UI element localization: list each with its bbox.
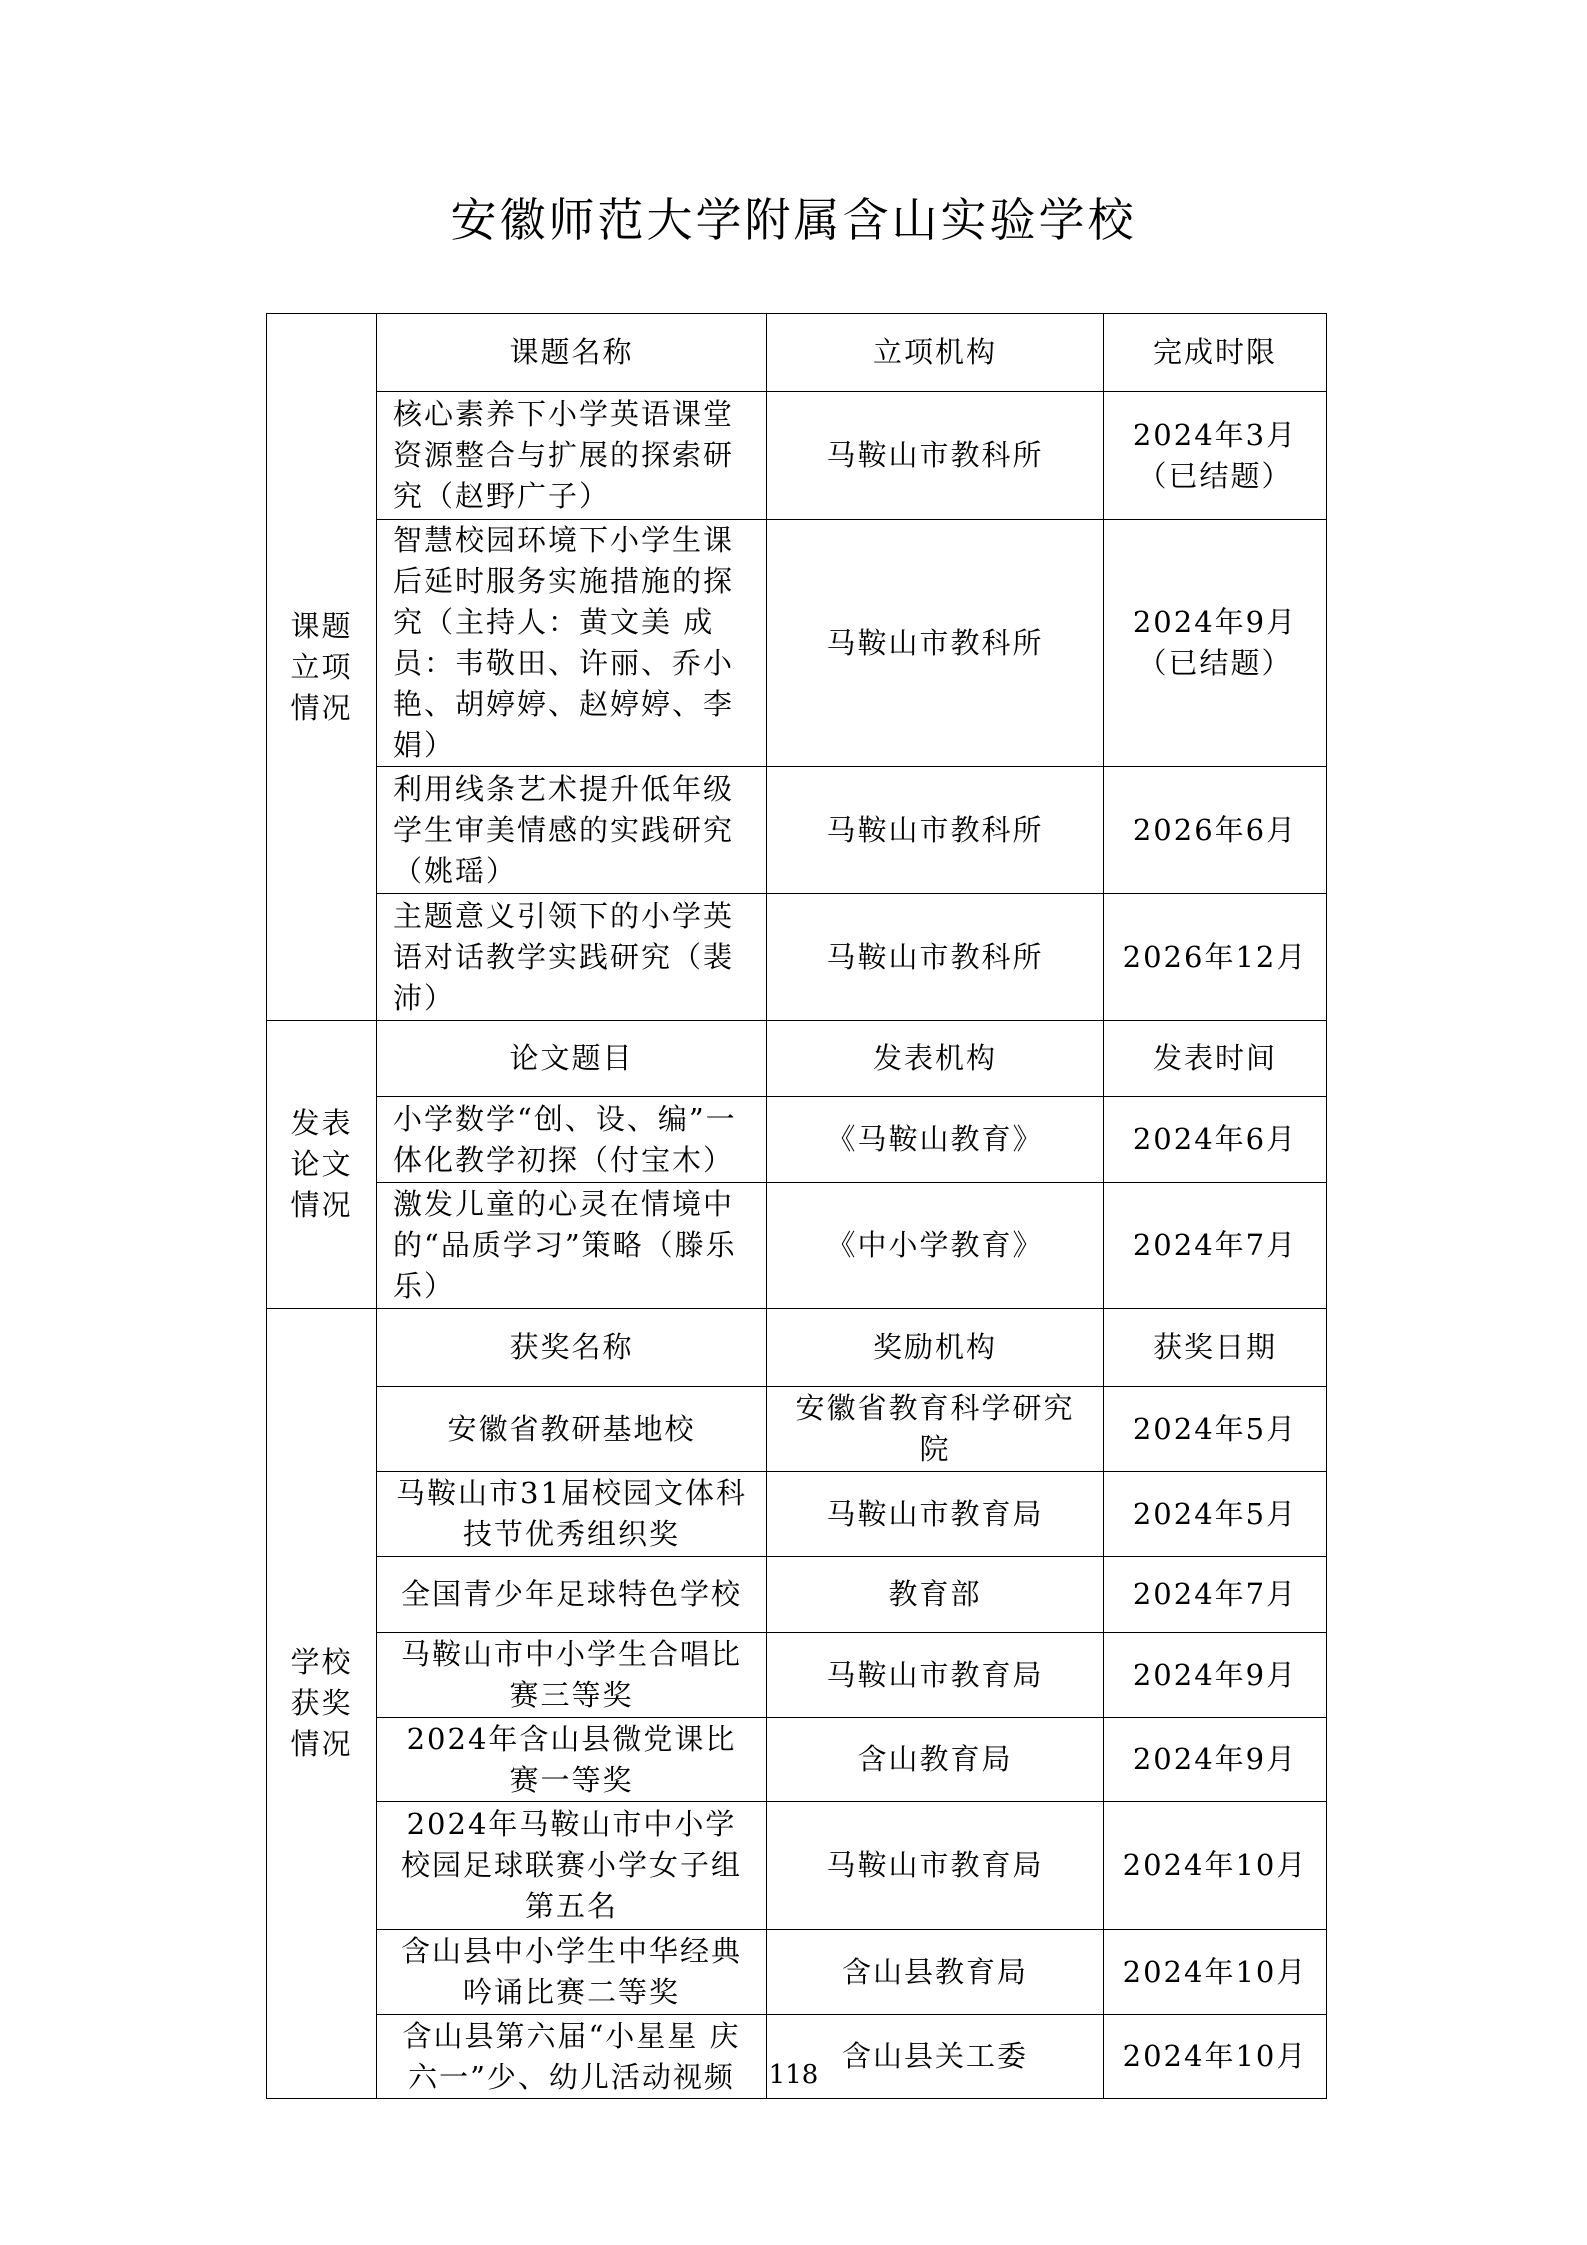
paper-time: 2024年7月: [1104, 1183, 1327, 1309]
award-name: 含山县第六届“小星星 庆六一”少、幼儿活动视频: [377, 2015, 767, 2099]
page-number: 118: [768, 2060, 819, 2090]
award-name: 2024年含山县微党课比赛一等奖: [377, 1718, 767, 1802]
project-time: 2026年12月: [1104, 894, 1327, 1021]
award-name: 马鞍山市31届校园文体科技节优秀组织奖: [377, 1472, 767, 1557]
project-time: 2024年3月（已结题）: [1104, 392, 1327, 520]
table-row: [267, 1802, 1327, 1930]
table-row: [267, 520, 1327, 767]
award-org: 马鞍山市教育局: [767, 1633, 1104, 1718]
award-name: 2024年马鞍山市中小学校园足球联赛小学女子组第五名: [377, 1802, 767, 1930]
column-header: 立项机构: [767, 314, 1104, 392]
table-header-row: [267, 1309, 1327, 1387]
column-header: 论文题目: [377, 1021, 767, 1097]
award-name: 安徽省教研基地校: [377, 1387, 767, 1472]
award-name: 马鞍山市中小学生合唱比赛三等奖: [377, 1633, 767, 1718]
paper-org: 《中小学教育》: [767, 1183, 1104, 1309]
award-time: 2024年10月: [1104, 1802, 1327, 1930]
project-org: 马鞍山市教科所: [767, 894, 1104, 1021]
table-row: [267, 894, 1327, 1021]
table-row: [267, 1930, 1327, 2015]
table-row: [267, 1633, 1327, 1718]
category-cell: 学校获奖情况: [267, 1309, 377, 2099]
project-name: 主题意义引领下的小学英语对话教学实践研究（裴沛）: [377, 894, 767, 1021]
column-header: 发表时间: [1104, 1021, 1327, 1097]
award-time: 2024年10月: [1104, 1930, 1327, 2015]
table-row: [267, 1387, 1327, 1472]
project-name: 智慧校园环境下小学生课后延时服务实施措施的探究（主持人：黄文美 成员：韦敬田、许丽、乔小艳、胡婷婷、赵婷婷、李娟）: [377, 520, 767, 767]
award-time: 2024年9月: [1104, 1718, 1327, 1802]
award-time: 2024年10月: [1104, 2015, 1327, 2099]
column-header: 获奖名称: [377, 1309, 767, 1387]
project-time: 2026年6月: [1104, 767, 1327, 894]
project-org: 马鞍山市教科所: [767, 392, 1104, 520]
award-org: 马鞍山市教育局: [767, 1472, 1104, 1557]
table-row: [267, 1718, 1327, 1802]
project-org: 马鞍山市教科所: [767, 520, 1104, 767]
table-row: [267, 1097, 1327, 1183]
award-time: 2024年9月: [1104, 1633, 1327, 1718]
table-row: [267, 392, 1327, 520]
paper-org: 《马鞍山教育》: [767, 1097, 1104, 1183]
paper-time: 2024年6月: [1104, 1097, 1327, 1183]
award-org: 马鞍山市教育局: [767, 1802, 1104, 1930]
paper-title: 激发儿童的心灵在情境中的“品质学习”策略（滕乐乐）: [377, 1183, 767, 1309]
column-header: 完成时限: [1104, 314, 1327, 392]
column-header: 发表机构: [767, 1021, 1104, 1097]
award-org: 安徽省教育科学研究院: [767, 1387, 1104, 1472]
award-time: 2024年5月: [1104, 1472, 1327, 1557]
category-cell: 发表论文情况: [267, 1021, 377, 1309]
award-time: 2024年7月: [1104, 1557, 1327, 1633]
project-name: 核心素养下小学英语课堂资源整合与扩展的探索研究（赵野广子）: [377, 392, 767, 520]
table-row: [267, 1557, 1327, 1633]
award-name: 全国青少年足球特色学校: [377, 1557, 767, 1633]
project-name: 利用线条艺术提升低年级学生审美情感的实践研究（姚瑶）: [377, 767, 767, 894]
award-org: 教育部: [767, 1557, 1104, 1633]
award-org: 含山教育局: [767, 1718, 1104, 1802]
table-header-row: [267, 1021, 1327, 1097]
project-org: 马鞍山市教科所: [767, 767, 1104, 894]
table-row: [267, 767, 1327, 894]
info-table: [266, 313, 1327, 2099]
award-org: 含山县教育局: [767, 1930, 1104, 2015]
column-header: 奖励机构: [767, 1309, 1104, 1387]
award-name: 含山县中小学生中华经典吟诵比赛二等奖: [377, 1930, 767, 2015]
page-title: 安徽师范大学附属含山实验学校: [450, 193, 1137, 247]
category-cell: 课题立项情况: [267, 314, 377, 1021]
award-time: 2024年5月: [1104, 1387, 1327, 1472]
table-header-row: [267, 314, 1327, 392]
award-org: 含山县关工委: [767, 2015, 1104, 2099]
paper-title: 小学数学“创、设、编”一体化教学初探（付宝木）: [377, 1097, 767, 1183]
column-header: 获奖日期: [1104, 1309, 1327, 1387]
table-row: [267, 1472, 1327, 1557]
column-header: 课题名称: [377, 314, 767, 392]
project-time: 2024年9月（已结题）: [1104, 520, 1327, 767]
table-row: [267, 1183, 1327, 1309]
